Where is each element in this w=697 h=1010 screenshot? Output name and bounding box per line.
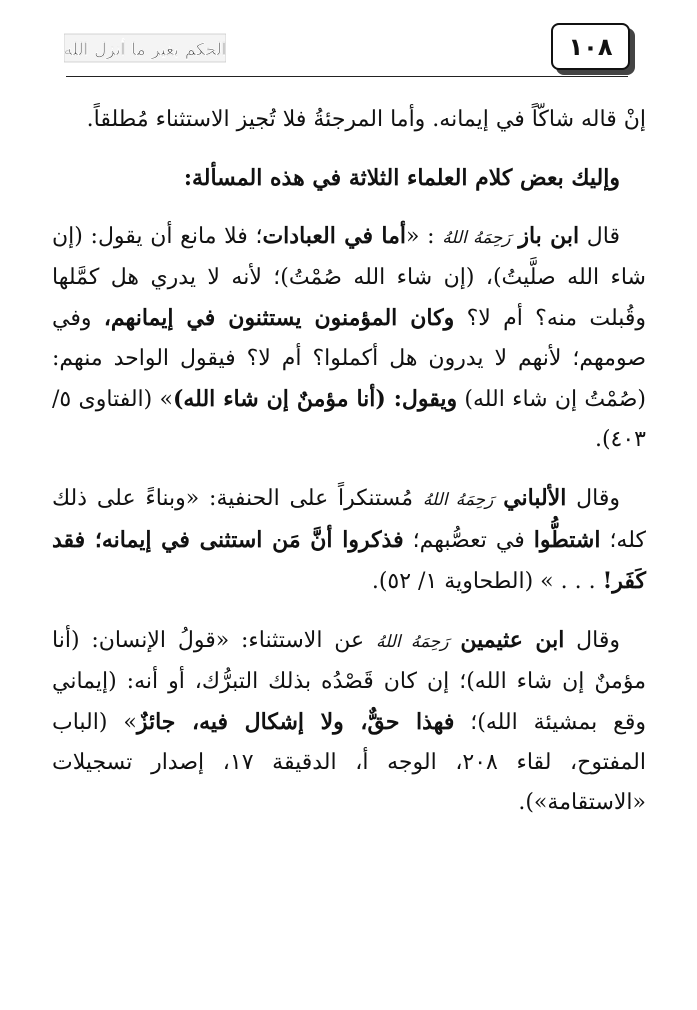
header-rule <box>66 76 628 77</box>
page-body <box>52 100 646 823</box>
book-title-calligraphy <box>64 30 226 66</box>
intro-paragraph: إنْ قاله شاكّاً في إيمانه. وأما المرجئةُ فلا تُجيز الاستثناء مُطلقاً. <box>86 107 646 132</box>
book-title: الحكم بغير ما أنزل الله <box>64 40 226 60</box>
page-number: ١٠٨ <box>568 32 613 61</box>
scholar-name: الألباني <box>503 485 567 511</box>
quote-albani: وقال الألباني رَحِمَهُ اللهُ مُستنكراً على الحنفية: «وبناءً على ذلك كله؛ اشتطُّوا في تعصُّبهم؛ فذكروا أنَّ مَن استثنى في إيمانه؛ فقد كَفَر! . . . » (الطحاوية ١/ ٥٢). <box>52 485 646 594</box>
page-header <box>0 0 697 82</box>
honorific: رَحِمَهُ اللهُ <box>422 490 494 510</box>
scholar-name: ابن عثيمين <box>460 627 565 653</box>
honorific: رَحِمَهُ اللهُ <box>375 632 449 652</box>
scholar-name: ابن باز <box>518 223 580 249</box>
quote-ibn-uthaymeen: وقال ابن عثيمين رَحِمَهُ اللهُ عن الاستثناء: «قولُ الإنسان: (أنا مؤمنٌ إن شاء الله)؛ إن كان قَصْدُه بذلك التبرُّك، أو أنه: (إيماني وقع بمشيئة الله)؛ فهذا حقٌّ، ولا إشكال فيه، جائزٌ» (الباب المفتوح، لقاء ٢٠٨، الوجه أ، الدقيقة ١٧، إصدار تسجيلات «الاستقامة»). <box>52 627 646 815</box>
page-number-box <box>551 23 630 70</box>
section-heading: وإليك بعض كلام العلماء الثلاثة في هذه المسألة: <box>183 165 620 191</box>
honorific: رَحِمَهُ اللهُ <box>442 228 511 248</box>
quote-ibn-baz: قال ابن باز رَحِمَهُ اللهُ : «أما في العبادات؛ فلا مانع أن يقول: (إن شاء الله صلَّيتُ)، (إن شاء الله صُمْتُ)؛ لأنه لا يدري هل كمَّلها وقُبلت منه؟ أم لا؟ وكان المؤمنون يستثنون في إيمانهم، وفي صومهم؛ لأنهم لا يدرون هل أكملوا؟ أم لا؟ فيقول الواحد منهم: (صُمْتُ إن شاء الله) ويقول: (أنا مؤمنٌ إن شاء الله)» (الفتاوى ٥/ ٤٠٣). <box>52 223 647 452</box>
